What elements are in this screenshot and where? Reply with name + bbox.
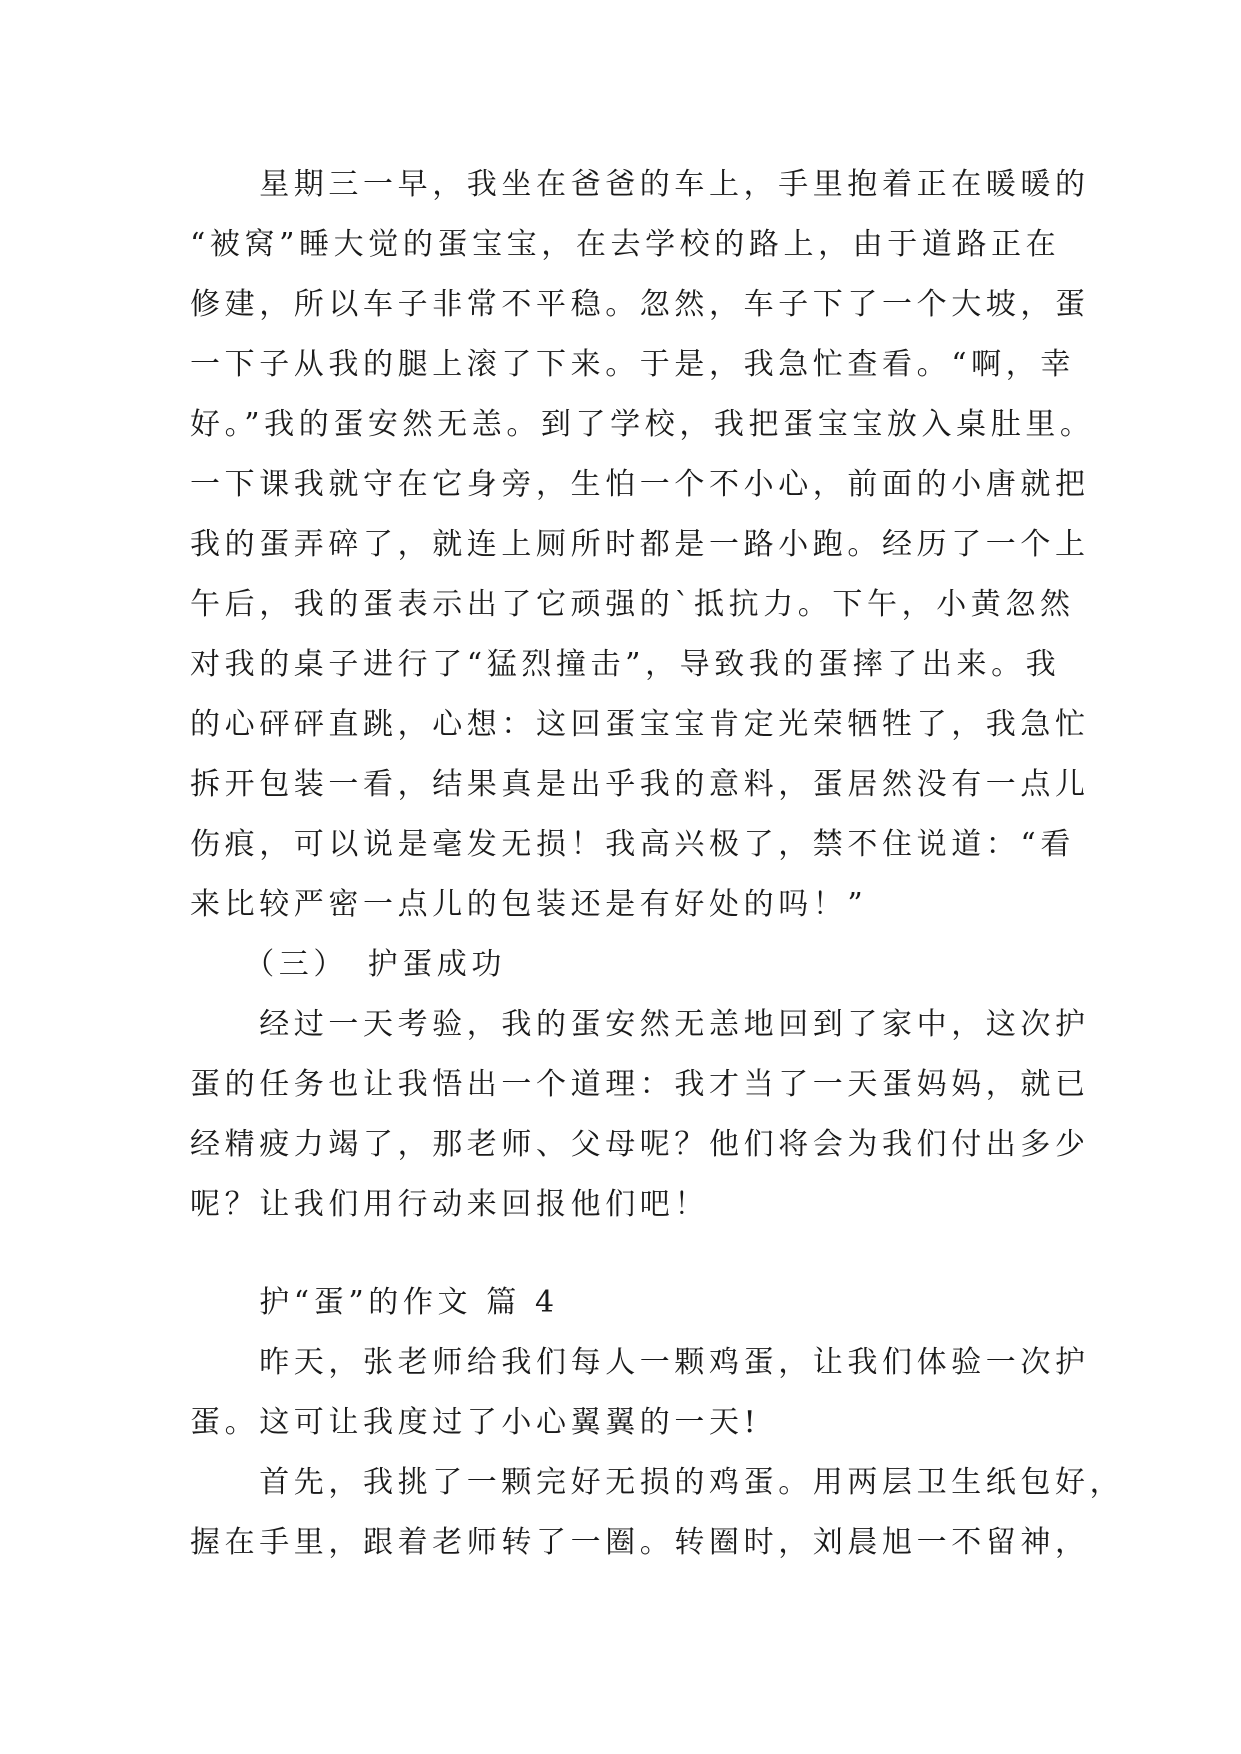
conclusion-line: 经过一天考验，我的蛋安然无恙地回到了家中，这次护	[190, 1007, 1090, 1042]
conclusion-line: 呢？让我们用行动来回报他们吧！	[190, 1187, 709, 1222]
essay-section-two	[190, 1273, 1125, 1573]
paragraph-line: 对我的桌子进行了“猛烈撞击”，导致我的蛋摔了出来。我	[190, 647, 1061, 682]
paragraph-line: 好。”我的蛋安然无恙。到了学校，我把蛋宝宝放入桌肚里。	[190, 407, 1095, 442]
paragraph-line: 握在手里，跟着老师转了一圈。转圈时，刘晨旭一不留神，	[190, 1525, 1090, 1560]
paragraph-line: 伤痕，可以说是毫发无损！我高兴极了，禁不住说道：“看	[190, 827, 1075, 862]
paragraph-line: 一下子从我的腿上滚了下来。于是，我急忙查看。“啊，幸	[190, 347, 1075, 382]
subheading: （三） 护蛋成功	[190, 947, 506, 982]
paragraph-line: 首先，我挑了一颗完好无损的鸡蛋。用两层卫生纸包好，	[190, 1465, 1125, 1500]
paragraph-line: 拆开包装一看，结果真是出乎我的意料，蛋居然没有一点儿	[190, 767, 1090, 802]
paragraph-line: 昨天，张老师给我们每人一颗鸡蛋，让我们体验一次护	[190, 1345, 1090, 1380]
paragraph-line: 我的蛋弄碎了，就连上厕所时都是一路小跑。经历了一个上	[190, 527, 1090, 562]
paragraph-line: 蛋。这可让我度过了小心翼翼的一天!	[190, 1405, 761, 1440]
paragraph-line: 午后，我的蛋表示出了它顽强的`抵抗力。下午，小黄忽然	[190, 587, 1075, 622]
paragraph-line: 来比较严密一点儿的包装还是有好处的吗！”	[190, 887, 868, 922]
paragraph-line: “被窝”睡大觉的蛋宝宝，在去学校的路上，由于道路正在	[190, 227, 1061, 262]
essay-title: 护“蛋”的作文 篇 4	[190, 1285, 559, 1320]
paragraph-line: 一下课我就守在它身旁，生怕一个不小心，前面的小唐就把	[190, 467, 1090, 502]
essay-section-one	[190, 155, 1095, 1235]
conclusion-line: 蛋的任务也让我悟出一个道理：我才当了一天蛋妈妈，就已	[190, 1067, 1090, 1102]
paragraph-line: 星期三一早，我坐在爸爸的车上，手里抱着正在暖暖的	[190, 167, 1090, 202]
paragraph-line: 的心砰砰直跳，心想：这回蛋宝宝肯定光荣牺牲了，我急忙	[190, 707, 1090, 742]
paragraph-line: 修建，所以车子非常不平稳。忽然，车子下了一个大坡，蛋	[190, 287, 1090, 322]
conclusion-line: 经精疲力竭了，那老师、父母呢？他们将会为我们付出多少	[190, 1127, 1090, 1162]
